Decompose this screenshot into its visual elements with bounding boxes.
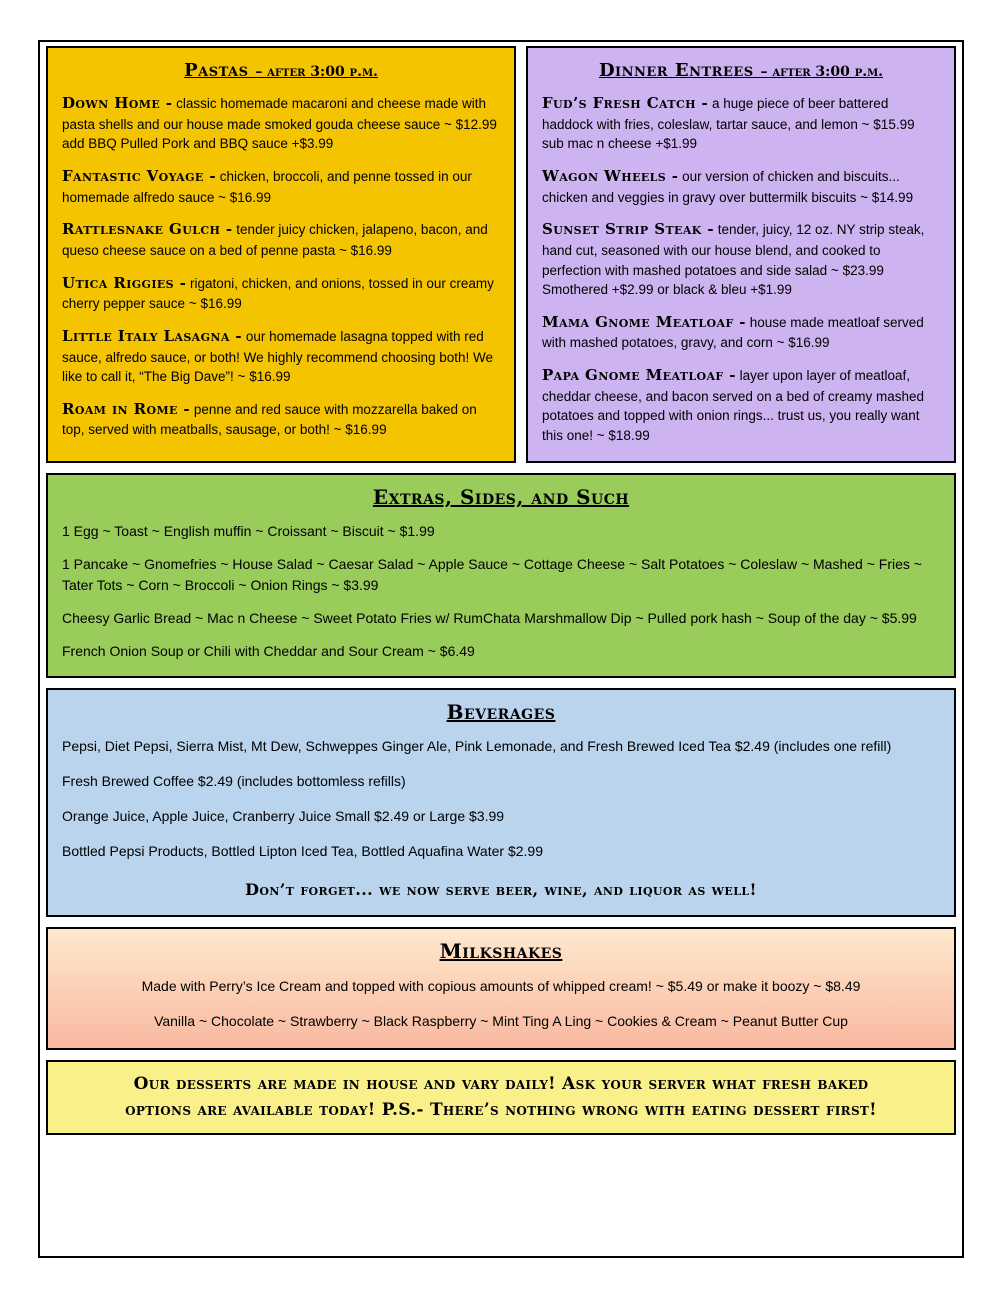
menu-item [62,326,500,387]
extras-line: 1 Pancake ~ Gnomefries ~ House Salad ~ Caesar Salad ~ Apple Sauce ~ Cottage Cheese ~ Salt Potatoes ~ Coleslaw ~ Mashed ~ Fries ~ Tater Tots ~ Corn ~ Broccoli ~ Onion Rings ~ $3.99 [62,556,922,594]
item-name: Fud’s Fresh Catch - [542,94,709,112]
item-description: chicken, broccoli, and penne tossed in our homemade alfredo sauce ~ $16.99 [62,168,472,205]
menu-content [38,40,964,1143]
extras-line: French Onion Soup or Chili with Cheddar and Sour Cream ~ $6.49 [62,643,475,660]
milkshakes-title: Milkshakes [439,939,563,964]
extras-line: Cheesy Garlic Bread ~ Mac n Cheese ~ Sweet Potato Fries w/ RumChata Marshmallow Dip ~ Pulled pork hash ~ Soup of the day ~ $5.99 [62,610,917,627]
beverage-line: Pepsi, Diet Pepsi, Sierra Mist, Mt Dew, Schweppes Ginger Ale, Pink Lemonade, and Fresh Brewed Iced Tea $2.49 (includes one refill) [62,738,892,755]
beverages-panel [46,688,956,917]
top-section-row [46,46,956,463]
beverage-line: Bottled Pepsi Products, Bottled Lipton Iced Tea, Bottled Aquafina Water $2.99 [62,843,543,860]
pastas-panel [46,46,516,463]
menu-item [542,219,940,299]
extras-title: Extras, Sides, and Such [372,485,630,510]
item-description: penne and red sauce with mozzarella baked on top, served with meatballs, sausage, or both! ~ $16.99 [62,401,477,438]
dessert-banner-line-1: Our desserts are made in house and vary daily! Ask your server what fresh baked [133,1074,869,1095]
item-description: tender juicy chicken, jalapeno, bacon, and queso cheese sauce on a bed of penne pasta ~ $16.99 [62,222,488,258]
menu-item [62,93,500,154]
beverage-line: Orange Juice, Apple Juice, Cranberry Juice Small $2.49 or Large $3.99 [62,808,505,825]
item-description: layer upon layer of meatloaf, cheddar cheese, and bacon served on a bed of creamy mashed potatoes and topped with onion rings... trust us, you really want this one! ~ $18.99 [542,367,924,443]
item-name: Down Home - [62,94,173,112]
menu-item [542,166,940,207]
dinner-title-suffix: – after 3:00 p.m. [760,64,884,80]
milkshake-line: Vanilla ~ Chocolate ~ Strawberry ~ Black Raspberry ~ Mint Ting A Ling ~ Cookies & Cream ~ Peanut Butter Cup [154,1012,848,1029]
menu-item [62,399,500,440]
dinner-entrees-panel [526,46,956,463]
dinner-title-text: Dinner Entrees [598,60,754,81]
dessert-banner [46,1060,956,1135]
item-name: Papa Gnome Meatloaf - [542,365,736,384]
pastas-title-suffix: – after 3:00 p.m. [255,64,378,80]
item-description: our version of chicken and biscuits... chicken and veggies in gravy over buttermilk biscuits ~ $14.99 [542,168,914,205]
menu-item [542,93,940,154]
item-description: classic homemade macaroni and cheese made with pasta shells and our house made smoked gouda cheese sauce ~ $12.99 add BBQ Pulled Pork and BBQ sauce +$3.99 [62,96,497,152]
beverages-title: Beverages [446,700,556,725]
milkshakes-panel [46,927,956,1050]
pastas-title-text: Pastas [184,60,249,81]
item-name: Roam in Rome - [62,399,191,418]
item-name: Sunset Strip Steak - [542,220,714,239]
item-name: Fantastic Voyage - [62,166,216,185]
menu-item [62,219,500,260]
item-name: Utica Riggies - [62,273,187,292]
item-description: tender, juicy, 12 oz. NY strip steak, hand cut, seasoned with our house blend, and cooked to perfection with mashed potatoes and side salad ~ $23.99 Smothered +$2.99 or black & bleu +$1.99 [542,222,925,298]
pastas-title [62,60,500,81]
item-name: Mama Gnome Meatloaf - [542,312,746,331]
milkshake-line: Made with Perry’s Ice Cream and topped with copious amounts of whipped cream! ~ $5.49 or make it boozy ~ $8.49 [141,978,861,995]
item-description: a huge piece of beer battered haddock with fries, coleslaw, tartar sauce, and lemon ~ $15.99 sub mac n cheese +$1.99 [542,96,915,152]
beverage-line: Fresh Brewed Coffee $2.49 (includes bottomless refills) [62,773,406,790]
dinner-title [542,60,940,81]
item-description: house made meatloaf served with mashed potatoes, gravy, and corn ~ $16.99 [542,314,924,351]
menu-item [542,312,940,353]
menu-item [62,273,500,314]
menu-item [542,365,940,445]
item-name: Rattlesnake Gulch - [62,220,233,239]
dessert-banner-line-2: options are available today! P.S.- There’s nothing wrong with eating dessert first! [125,1099,877,1120]
item-name: Little Italy Lasagna - [62,326,243,345]
item-description: our homemade lasagna topped with red sauce, alfredo sauce, or both! We highly recommend choosing both! We like to call it, “The Big Dave”! ~ $16.99 [62,328,493,385]
extras-line: 1 Egg ~ Toast ~ English muffin ~ Croissant ~ Biscuit ~ $1.99 [62,523,435,540]
beverages-note: Don’t forget... we now serve beer, wine, and liquor as well! [245,880,757,900]
menu-item [62,166,500,207]
item-name: Wagon Wheels - [542,166,679,185]
item-description: rigatoni, chicken, and onions, tossed in our creamy cherry pepper sauce ~ $16.99 [62,275,494,312]
extras-panel [46,473,956,678]
